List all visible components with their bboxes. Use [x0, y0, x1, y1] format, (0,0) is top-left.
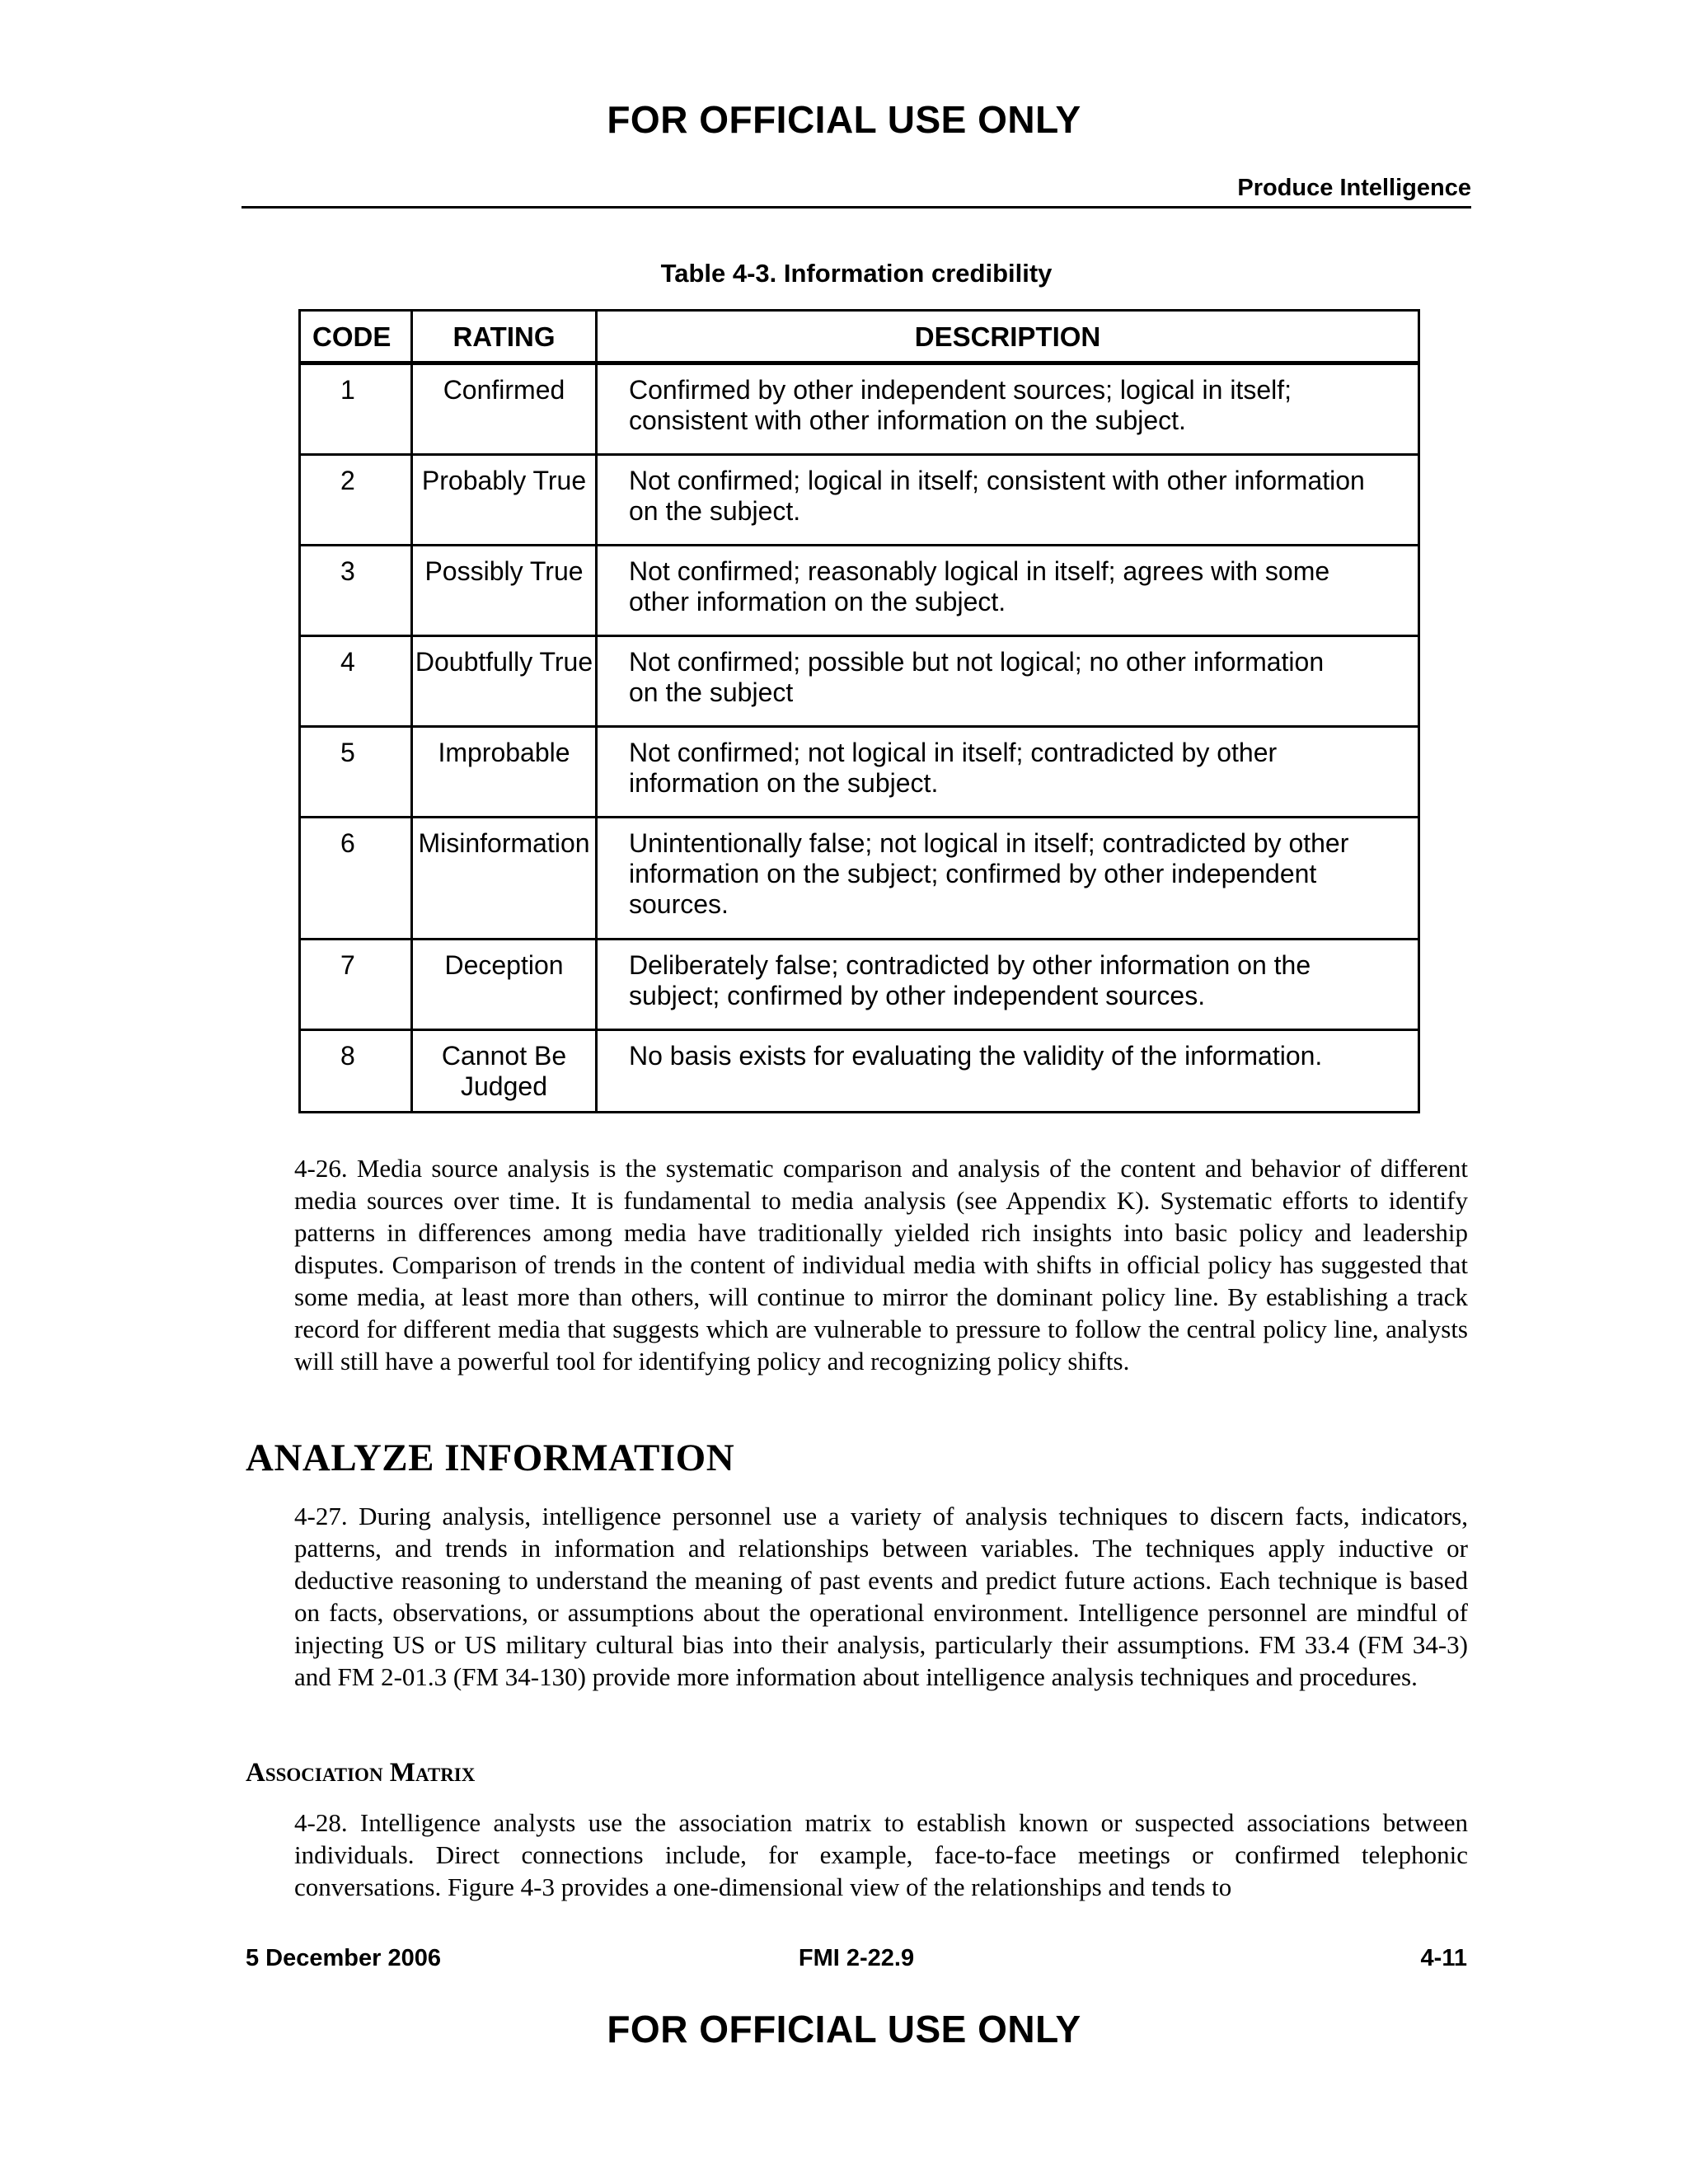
section-heading-analyze-information: ANALYZE INFORMATION [246, 1436, 735, 1479]
description-cell [597, 818, 1419, 940]
description-cell [597, 1030, 1419, 1113]
paragraph-4-27: 4-27. During analysis, intelligence personnel use a variety of analysis techniques to discern facts, indicators, patterns, and trends in information and relationships between variables. The techniques apply inductive or deductive reasoning to understand the meaning of past events and predict future actions. Each technique is based on facts, observations, or assumptions about the operational environment. Intelligence personnel are mindful of injecting US or US military cultural bias into their analysis, particularly their assumptions. FM 33.4 (FM 34-3) and FM 2-01.3 (FM 34-130) provide more information about intelligence analysis techniques and procedures. [294, 1502, 1468, 1691]
table-row [300, 727, 1419, 818]
description-line: Unintentionally false; not logical in itself; contradicted by other [629, 828, 1349, 858]
running-header: Produce Intelligence [1237, 175, 1471, 201]
description-line: consistent with other information on the subject. [629, 405, 1186, 435]
rating-cell: Possibly True [412, 546, 597, 636]
rating-cell: Improbable [412, 727, 597, 818]
subsection-heading-association-matrix: Association Matrix [246, 1758, 476, 1788]
description-cell [597, 940, 1419, 1030]
table-row [300, 1030, 1419, 1113]
description-line: Not confirmed; not logical in itself; contradicted by other [629, 738, 1278, 767]
column-header-code: CODE [300, 311, 412, 363]
description-line: Not confirmed; reasonably logical in itself; agrees with some [629, 556, 1330, 586]
description-line: on the subject [629, 677, 794, 707]
code-cell: 6 [300, 818, 412, 940]
code-cell: 1 [300, 363, 412, 455]
code-cell: 7 [300, 940, 412, 1030]
table-caption: Table 4-3. Information credibility [660, 259, 1053, 288]
header-rule [241, 206, 1471, 209]
description-line: information on the subject; confirmed by other independent [629, 859, 1317, 888]
footer-page-number: 4-11 [1420, 1945, 1467, 1971]
rating-cell: Doubtfully True [412, 636, 597, 727]
description-line: No basis exists for evaluating the validity of the information. [629, 1041, 1323, 1071]
table-header-row [300, 311, 1419, 363]
table-row [300, 636, 1419, 727]
description-cell [597, 455, 1419, 546]
description-cell [597, 546, 1419, 636]
description-line: other information on the subject. [629, 587, 1006, 616]
table-row [300, 363, 1419, 455]
footer-document-id: FMI 2-22.9 [798, 1945, 915, 1971]
code-cell: 5 [300, 727, 412, 818]
code-cell: 2 [300, 455, 412, 546]
classification-banner-top: FOR OFFICIAL USE ONLY [607, 98, 1081, 141]
description-line: Not confirmed; possible but not logical; no other information [629, 647, 1325, 677]
description-line: information on the subject. [629, 768, 939, 798]
description-line: Not confirmed; logical in itself; consistent with other information [629, 466, 1365, 495]
description-line: Confirmed by other independent sources; logical in itself; [629, 375, 1292, 405]
description-cell [597, 363, 1419, 455]
table-row [300, 546, 1419, 636]
rating-cell: Deception [412, 940, 597, 1030]
description-line: on the subject. [629, 496, 801, 526]
column-header-description: DESCRIPTION [597, 311, 1419, 363]
table-row [300, 818, 1419, 940]
footer-date: 5 December 2006 [246, 1945, 441, 1971]
classification-banner-bottom: FOR OFFICIAL USE ONLY [607, 2008, 1081, 2050]
column-header-rating: RATING [412, 311, 597, 363]
paragraph-4-26: 4-26. Media source analysis is the systematic comparison and analysis of the content and behavior of different media sources over time. It is fundamental to media analysis (see Appendix K). Systematic efforts to identify patterns in differences among media have traditionally yielded rich insights into basic policy and leadership disputes. Comparison of trends in the content of individual media with shifts in official policy has suggested that some media, at least more than others, will continue to mirror the dominant policy line. By establishing a track record for different media that suggests which are vulnerable to pressure to follow the central policy line, analysts will still have a powerful tool for identifying policy and recognizing policy shifts. [294, 1154, 1468, 1376]
description-line: sources. [629, 889, 729, 919]
table-row [300, 940, 1419, 1030]
rating-cell: Cannot Be Judged [412, 1030, 597, 1113]
description-cell [597, 636, 1419, 727]
rating-cell: Probably True [412, 455, 597, 546]
rating-cell: Confirmed [412, 363, 597, 455]
description-line: Deliberately false; contradicted by other information on the [629, 950, 1311, 980]
code-cell: 8 [300, 1030, 412, 1113]
code-cell: 4 [300, 636, 412, 727]
information-credibility-table [298, 309, 1420, 1113]
description-line: subject; confirmed by other independent sources. [629, 981, 1206, 1010]
rating-cell: Misinformation [412, 818, 597, 940]
paragraph-4-28: 4-28. Intelligence analysts use the association matrix to establish known or suspected associations between individuals. Direct connections include, for example, face-to-face meetings or confirmed telephonic conversations. Figure 4-3 provides a one-dimensional view of the relationships and tends to [294, 1808, 1468, 1901]
code-cell: 3 [300, 546, 412, 636]
table-row [300, 455, 1419, 546]
description-cell [597, 727, 1419, 818]
